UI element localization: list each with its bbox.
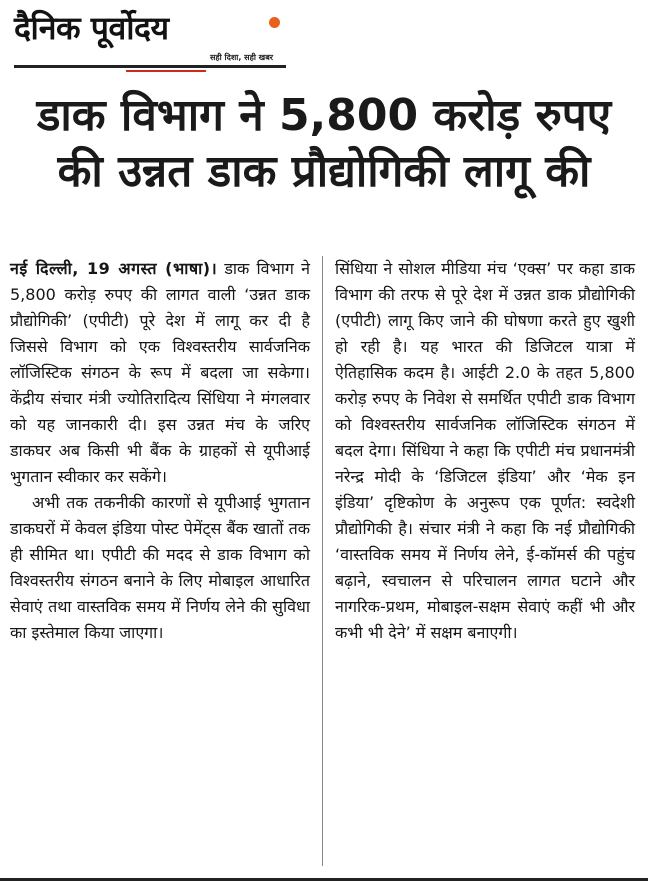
article-paragraph-3: सिंधिया ने सोशल मीडिया मंच ‘एक्स’ पर कहा डाक विभाग की तरफ से पूरे देश में उन्नत डाक प्रौद्योगिकी (एपीटी) लागू किए जाने की घोषणा करते हुए खुशी हो रही है। यह भारत की डिजिटल यात्रा में ऐतिहासिक कदम है। आईटी 2.0 के तहत 5,800 करोड़ रुपए के निवेश से समर्थित एपीटी डाक विभाग को विश्वस्तरीय सार्वजनिक लॉजिस्टिक संगठन में बदल देगा। सिंधिया ने कहा कि एपीटी मंच प्रधानमंत्री नरेन्द्र मोदी के ‘डिजिटल इंडिया’ और ‘मेक इन इंडिया’ दृष्टिकोण के अनुरूप एक पूर्णत: स्वदेशी प्रौद्योगिकी है। संचार मंत्री ने कहा कि नई प्रौद्योगिकी ‘वास्तविक समय में निर्णय लेने, ई-कॉमर्स की पहुंच बढ़ाने, स्वचालन से परिचालन लागत घटाने और नागरिक-प्रथम, मोबाइल-सक्षम सेवाएं कहीं भी और कभी भी देने’ में सक्षम बनाएगी।: [335, 259, 635, 642]
column-divider: [322, 256, 323, 866]
headline: [0, 88, 648, 200]
article-paragraph-2: अभी तक तकनीकी कारणों से यूपीआई भुगतान डाकघरों में केवल इंडिया पोस्ट पेमेंट्स बैंक खातों तक ही सीमित था। एपीटी की मदद से डाक विभाग को विश्वस्तरीय संगठन बनाने के लिए मोबाइल आधारित सेवाएं तथा वास्तविक समय में निर्णय लेने की सुविधा का इस्तेमाल किया जाएगा।: [10, 493, 310, 642]
masthead-accent-rule: [126, 70, 206, 72]
headline-line-1: डाक विभाग ने 5,800 करोड़ रुपए: [36, 90, 612, 141]
newspaper-logo: [14, 8, 169, 48]
article-column-2: [335, 256, 635, 646]
article-paragraph-1-text: डाक विभाग ने 5,800 करोड़ रुपए की लागत वाली ‘उन्नत डाक प्रौद्योगिकी’ (एपीटी) पूरे देश में लागू कर दी है जिससे विभाग को एक विश्वस्तरीय सार्वजनिक लॉजिस्टिक संगठन के रूप में बदला जा सकेगा। केंद्रीय संचार मंत्री ज्योतिरादित्य सिंधिया ने मंगलवार को यह जानकारी दी। इस उन्नत मंच के जरिए डाकघर अब किसी भी बैंक के ग्राहकों से यूपीआई भुगतान स्वीकार कर सकेंगे।: [10, 259, 310, 486]
headline-line-2: की उन्नत डाक प्रौद्योगिकी लागू की: [57, 146, 591, 197]
newspaper-name-part2: पूर्वोदय: [90, 9, 169, 47]
masthead: [14, 8, 286, 72]
masthead-rule: [14, 65, 286, 68]
logo-dot-icon: [269, 17, 280, 28]
newspaper-name-part1: दैनिक: [14, 9, 81, 47]
article-column-1: [10, 256, 310, 646]
newspaper-tagline: सही दिशा, सही खबर: [210, 53, 274, 62]
dateline: नई दिल्ली, 19 अगस्त (भाषा)।: [10, 259, 218, 278]
bottom-rule: [0, 878, 648, 881]
article-paragraph-1: [10, 256, 310, 490]
